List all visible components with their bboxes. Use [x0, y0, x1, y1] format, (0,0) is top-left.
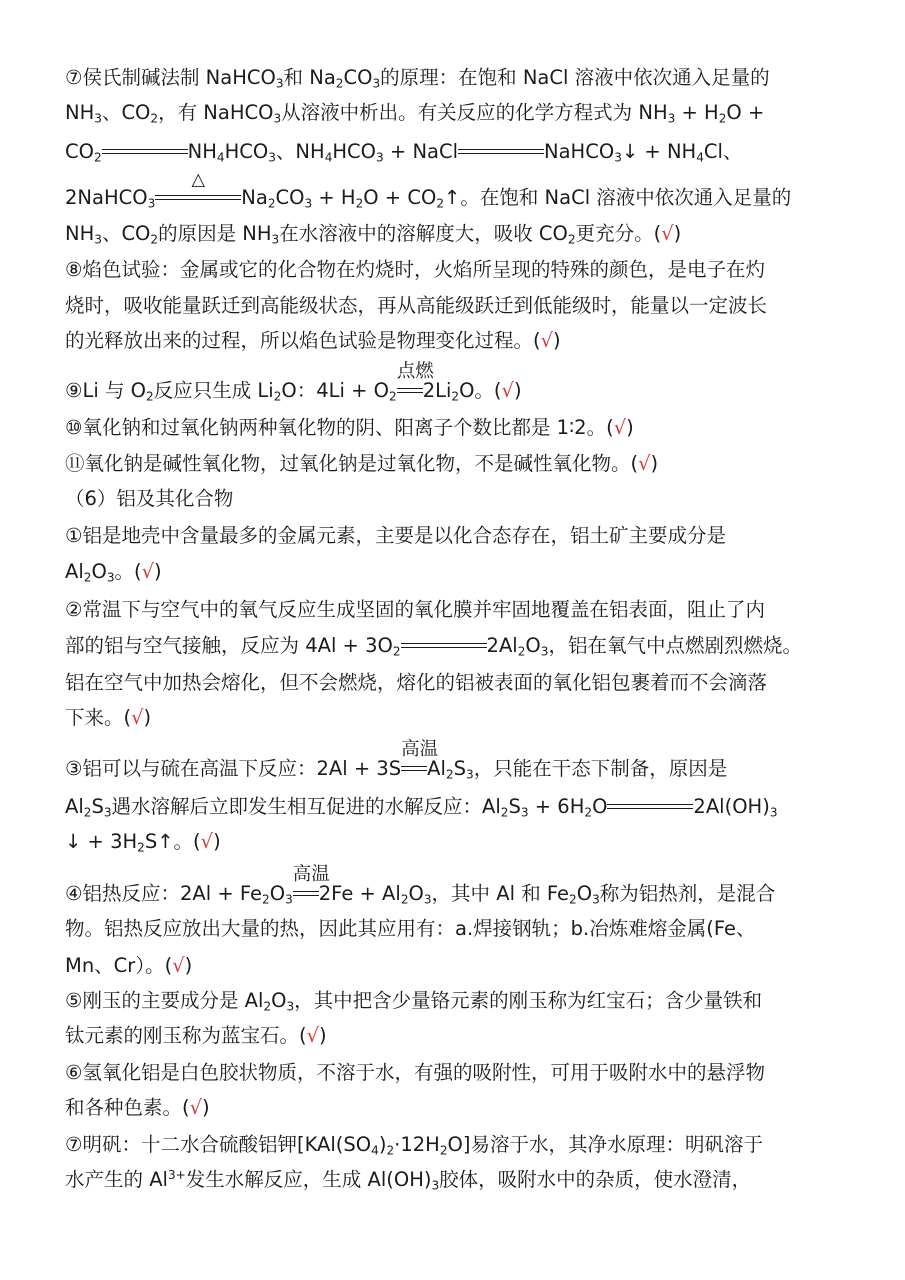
- text-line: ⑨Li 与 $O_2$反应只生成 $Li_2O$：$4Li + O_2$ 点燃 $2Li_2O$。(√): [65, 360, 522, 404]
- text-line: ⑥氢氧化铝是白色胶状物质，不溶于水，有强的吸附性，可用于吸附水中的悬浮物: [65, 1061, 765, 1084]
- text-line: $Al_2O_3$。(√): [65, 560, 162, 585]
- text-line: ④铝热反应：$2Al + Fe_2O_3$ 高温 $2Fe + Al_2O_3$，其中 Al 和 $Fe_2O_3$称为铝热剂，是混合: [65, 863, 776, 907]
- text-line: ↓ + $3H_2S↑$。(√): [65, 830, 221, 855]
- check-mark-icon: √: [189, 1096, 203, 1119]
- text-line: 的光释放出来的过程，所以焰色试验是物理变化过程。(√): [65, 329, 561, 352]
- check-mark-icon: √: [131, 706, 144, 729]
- text-line: $NH_3$、$CO_2$的原因是 $NH_3$在水溶液中的溶解度大，吸收 $CO_2$更充分。(√): [65, 222, 682, 247]
- high-temp-label: 高温: [292, 863, 330, 885]
- text-line: ⑦侯氏制碱法制 NaHCO$_3$和 $Na_2CO_3$的原理：在饱和 NaCl 溶液中依次通入足量的: [65, 66, 770, 91]
- equation-equals-sign: [401, 633, 487, 653]
- high-temp-condition-equals: [292, 863, 330, 901]
- equation-equals-sign: [607, 794, 693, 814]
- text-line: $CO_2$ $NH_4HCO_3$、$NH_4HCO_3$ + NaCl NaHCO$_3$↓ + $NH_4Cl$、: [65, 140, 743, 165]
- high-temp-label: 高温: [401, 738, 439, 760]
- equation-equals-sign: [102, 139, 188, 159]
- text-line: $NH_3$、$CO_2$，有 NaHCO$_3$从溶液中析出。有关反应的化学方程式为 $NH_3 + H_2O$ +: [65, 101, 765, 126]
- text-line: ③铝可以与硫在高温下反应：2Al + 3S 高温 $Al_2S_3$，只能在干态下制备，原因是: [65, 738, 728, 782]
- check-mark-icon: √: [172, 954, 185, 977]
- text-line: ⑧焰色试验：金属或它的化合物在灼烧时，火焰所呈现的特殊的颜色，是电子在灼: [65, 258, 765, 281]
- heat-triangle-icon: △: [191, 169, 205, 190]
- text-line: 部的铝与空气接触，反应为 $4Al + 3O_2$ $2Al_2O_3$，铝在氧气中点燃剧烈燃烧。: [65, 634, 802, 659]
- text-line: 水产生的 $Al^{3+}$发生水解反应，生成 $Al(OH)_3$胶体，吸附水中的杂质，使水澄清，: [65, 1167, 752, 1193]
- text-line: ⑪氧化钠是碱性氧化物，过氧化钠是过氧化物，不是碱性氧化物。(√): [65, 452, 659, 475]
- ignite-label: 点燃: [396, 360, 434, 382]
- text-line: 和各种色素。(√): [65, 1096, 210, 1119]
- text-line: 下来。(√): [65, 706, 152, 729]
- check-mark-icon: √: [141, 560, 155, 583]
- check-mark-icon: √: [540, 329, 554, 352]
- text-line: 物。铝热反应放出大量的热，因此其应用有：a.焊接钢轨；b.冶炼难熔金属(Fe、: [65, 917, 756, 940]
- section-heading: （6）铝及其化合物: [65, 487, 234, 510]
- text-line: ⑤刚玉的主要成分是 $Al_2O_3$，其中把含少量铬元素的刚玉称为红宝石；含少量铁和: [65, 989, 763, 1014]
- ignite-condition-equals: [396, 360, 434, 398]
- text-line: ①铝是地壳中含量最多的金属元素，主要是以化合态存在，铝土矿主要成分是: [65, 524, 726, 547]
- check-mark-icon: √: [661, 222, 674, 245]
- text-line: $Al_2S_3$遇水溶解后立即发生相互促进的水解反应：$Al_2S_3 + 6H_2O$ $2Al(OH)_3$: [65, 795, 778, 820]
- text-line: 钛元素的刚玉称为蓝宝石。(√): [65, 1024, 327, 1047]
- check-mark-icon: √: [306, 1024, 320, 1047]
- heating-condition-equals: [155, 169, 241, 205]
- text-line: 烧时，吸收能量跃迁到高能级状态，再从高能级跃迁到低能级时，能量以一定波长: [65, 294, 768, 317]
- text-line: 2NaHCO$_3$ △ $Na_2CO_3 + H_2O$ + $CO_2↑$。在饱和 NaCl 溶液中依次通入足量的: [65, 169, 792, 211]
- text-line: ②常温下与空气中的氧气反应生成坚固的氧化膜并牢固地覆盖在铝表面，阻止了内: [65, 598, 765, 621]
- equation-equals-sign: [458, 139, 544, 159]
- text-line: Mn、Cr）。(√): [65, 954, 193, 977]
- check-mark-icon: √: [501, 379, 514, 402]
- text-line: ⑩氧化钠和过氧化钠两种氧化物的阴、阳离子个数比都是 1∶2。(√): [65, 416, 634, 439]
- check-mark-icon: √: [638, 452, 651, 475]
- check-mark-icon: √: [200, 830, 214, 853]
- text-line: 铝在空气中加热会熔化，但不会燃烧，熔化的铝被表面的氧化铝包裹着而不会滴落: [65, 671, 768, 694]
- high-temp-condition-equals: [401, 738, 439, 776]
- check-mark-icon: √: [613, 416, 627, 439]
- text-line: ⑦明矾：十二水合硫酸铝钾$[KAl(SO_4)_2\cdot 12H_2O]$易溶于水，其净水原理：明矾溶于: [65, 1133, 763, 1158]
